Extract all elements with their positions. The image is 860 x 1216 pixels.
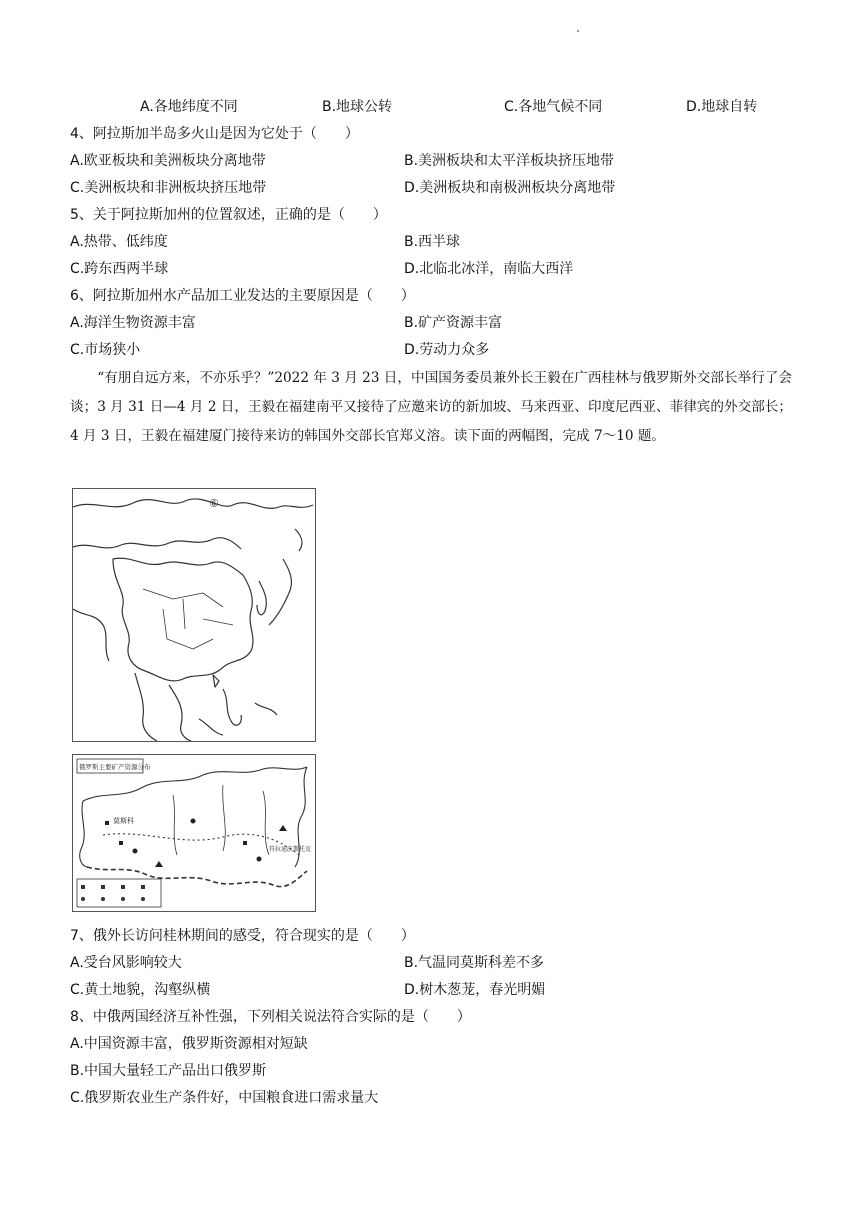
q4-option-d[interactable]: D.美洲板块和南极洲板块分离地带 xyxy=(404,180,616,196)
q3-option-c[interactable]: C.各地气候不同 xyxy=(504,99,603,115)
asia-map xyxy=(72,488,316,742)
map1-marker: ⑥ xyxy=(209,497,219,510)
reading-passage: “有朋自远方来，不亦乐乎？”2022 年 3 月 23 日，中国国务委员兼外长王毅在广西桂林与俄罗斯外交部长举行了会谈；3 月 31 日—4 月 2 日，王毅在福建南平又接待了应邀来访的新加坡、马来西亚、印度尼西亚、菲律宾的外交部长；4 月 3 日，王毅在福建厦门接待来访的韩国外交部长官郑义溶。读下面的两幅图，完成 7～10 题。 xyxy=(70,370,792,444)
q4-stem: 4、阿拉斯加半岛多火山是因为它处于（ ） xyxy=(70,126,359,142)
q7-option-c[interactable]: C.黄土地貌，沟壑纵横 xyxy=(70,982,211,998)
q7-option-d[interactable]: D.树木葱茏，春光明媚 xyxy=(404,982,546,998)
q5-option-c[interactable]: C.跨东西两半球 xyxy=(70,261,169,277)
asia-map-drawing xyxy=(73,489,315,741)
q7-stem: 7、俄外长访问桂林期间的感受，符合现实的是（ ） xyxy=(70,928,415,944)
q3-option-b[interactable]: B.地球公转 xyxy=(322,99,393,115)
stray-dot xyxy=(577,30,579,32)
q4-option-b[interactable]: B.美洲板块和太平洋板块挤压地带 xyxy=(404,153,615,169)
russia-resource-map xyxy=(72,754,316,912)
q5-option-d[interactable]: D.北临北冰洋，南临大西洋 xyxy=(404,261,574,277)
q5-option-b[interactable]: B.西半球 xyxy=(404,234,461,250)
q6-option-c[interactable]: C.市场狭小 xyxy=(70,342,141,358)
q5-option-a[interactable]: A.热带、低纬度 xyxy=(70,234,168,250)
q6-stem: 6、阿拉斯加州水产品加工业发达的主要原因是（ ） xyxy=(70,288,415,304)
q8-option-b[interactable]: B.中国大量轻工产品出口俄罗斯 xyxy=(70,1063,267,1079)
q8-option-c[interactable]: C.俄罗斯农业生产条件好，中国粮食进口需求量大 xyxy=(70,1090,379,1106)
q5-stem: 5、关于阿拉斯加州的位置叙述，正确的是（ ） xyxy=(70,207,387,223)
q3-option-a[interactable]: A.各地纬度不同 xyxy=(140,99,238,115)
map2-label-vladivostok: 符拉迪沃斯托克 xyxy=(269,846,312,853)
russia-map-drawing xyxy=(73,755,315,911)
map2-title: 俄罗斯主要矿产资源分布 xyxy=(79,763,151,771)
q6-option-a[interactable]: A.海洋生物资源丰富 xyxy=(70,315,196,331)
q6-option-d[interactable]: D.劳动力众多 xyxy=(404,342,490,358)
q4-option-a[interactable]: A.欧亚板块和美洲板块分离地带 xyxy=(70,153,266,169)
map2-label-moscow: 莫斯科 xyxy=(113,817,134,825)
q7-option-b[interactable]: B.气温同莫斯科差不多 xyxy=(404,955,545,971)
q6-option-b[interactable]: B.矿产资源丰富 xyxy=(404,315,503,331)
q7-option-a[interactable]: A.受台风影响较大 xyxy=(70,955,182,971)
q4-option-c[interactable]: C.美洲板块和非洲板块挤压地带 xyxy=(70,180,267,196)
q3-option-d[interactable]: D.地球自转 xyxy=(686,99,758,115)
q8-option-a[interactable]: A.中国资源丰富，俄罗斯资源相对短缺 xyxy=(70,1036,308,1052)
q8-stem: 8、中俄两国经济互补性强，下列相关说法符合实际的是（ ） xyxy=(70,1009,471,1025)
